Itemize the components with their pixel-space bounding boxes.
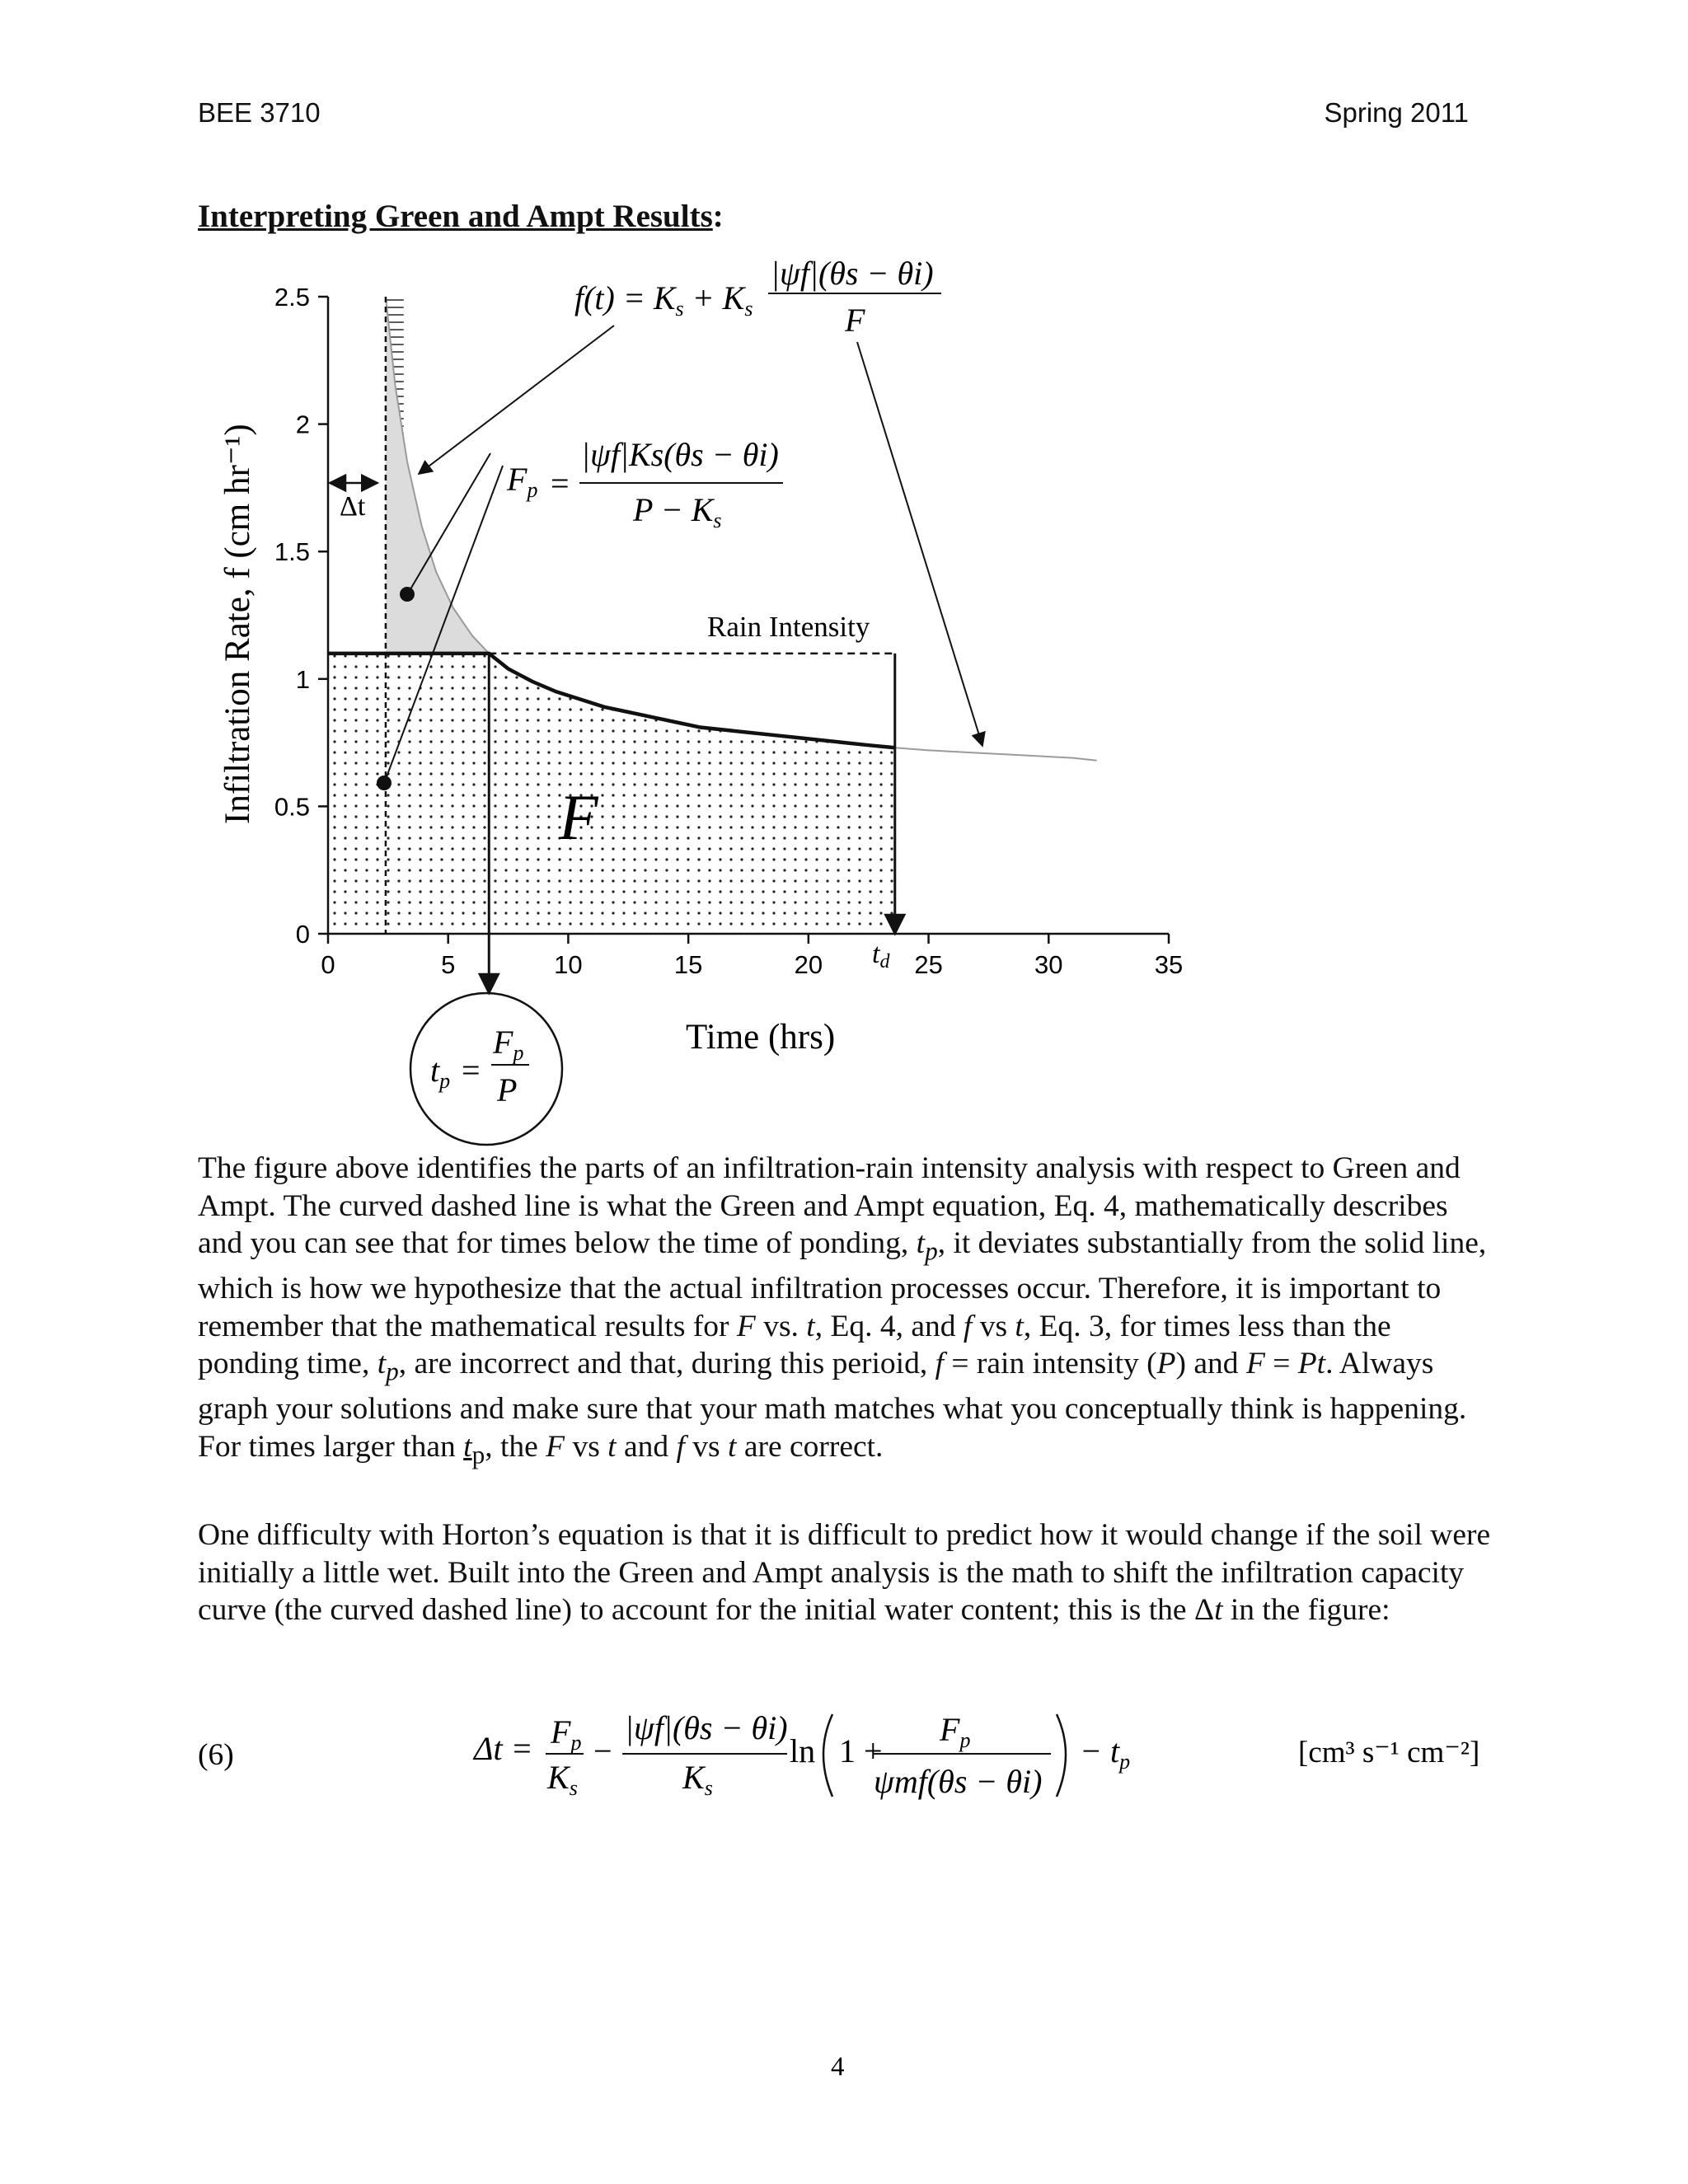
y-tick-label: 2 xyxy=(295,410,310,439)
eq-f-numerator: |ψf|(θs − θi) xyxy=(771,255,934,292)
eq6-minus-tp: − $t_p$ xyxy=(1080,1732,1131,1774)
Fp-pointer-dot-upper xyxy=(400,587,415,602)
x-tick-label: 15 xyxy=(673,950,703,979)
x-tick-label: 35 xyxy=(1154,950,1184,979)
eq-tp-denominator: P xyxy=(497,1071,518,1108)
x-tick-label: 25 xyxy=(914,950,943,979)
term-label: Spring 2011 xyxy=(1324,97,1469,128)
eq6-inner-one: 1 + xyxy=(839,1732,883,1769)
paragraph-2: One difficulty with Horton’s equation is that it is difficult to predict how it would change if the soil were initially a little wet. Built into the Green and Ampt analysis is the math to shift the infiltration capacity curve (the curved dashed line) to account for the initial water content; this is the Δt in the figure: xyxy=(198,1518,1491,1627)
eq6-units: [cm³ s⁻¹ cm⁻²] xyxy=(1298,1736,1480,1769)
eq-f-lhs: $f(t) = K_s + K_s$ xyxy=(574,279,753,321)
equation-6-number: (6) xyxy=(198,1738,234,1772)
eq-f-denominator: F xyxy=(845,302,865,339)
equation-6 xyxy=(0,1681,1688,1846)
eq6-ln: ln xyxy=(790,1732,816,1769)
Fp-pointer-dot-lower xyxy=(377,776,392,790)
y-tick-label: 0.5 xyxy=(274,792,310,822)
eq6-inner-num: $F_p$ xyxy=(940,1711,971,1752)
y-tick-label: 1.5 xyxy=(274,537,310,567)
eq-infiltration-rate xyxy=(574,255,941,339)
td-label: td xyxy=(872,939,890,972)
delta-t-label: Δt xyxy=(340,491,366,522)
eq6-term2-den: $K_s$ xyxy=(682,1759,713,1800)
eq6-inner-den: ψmf(θs − θi) xyxy=(874,1763,1043,1800)
x-tick-label: 0 xyxy=(321,950,335,979)
eq6-term2-num: |ψf|(θs − θi) xyxy=(625,1709,788,1746)
page-number: 4 xyxy=(831,2052,845,2082)
eq-tp-numerator: $F_p$ xyxy=(493,1024,524,1065)
eq6-minus: − xyxy=(593,1732,612,1769)
y-tick-label: 0 xyxy=(295,920,310,949)
x-tick-label: 20 xyxy=(794,950,823,979)
eq-tp-lhs: $t_p$ xyxy=(430,1052,451,1093)
eq-Fp-denominator: $P - K_s$ xyxy=(633,491,722,532)
capacity-curve-tail xyxy=(895,748,1097,760)
eq-ponding-infiltration xyxy=(506,436,783,532)
x-tick-label: 10 xyxy=(554,950,583,979)
eq-f-tail-pointer-arrow xyxy=(857,342,982,746)
section-title-text: Interpreting Green and Ampt Results xyxy=(198,199,713,234)
eq6-lhs: Δt = xyxy=(474,1730,533,1767)
eq-ponding-time xyxy=(410,993,562,1145)
cumulative-infiltration-area xyxy=(328,654,895,934)
x-tick-label: 5 xyxy=(441,950,456,979)
eq-Fp-equals: = xyxy=(551,465,570,502)
eq-tp-equals: = xyxy=(462,1052,481,1089)
x-axis-label: Time (hrs) xyxy=(686,1018,836,1057)
y-tick-label: 1 xyxy=(295,664,310,694)
paragraph-1: The figure above identifies the parts of an infiltration-rain intensity analysis with respect to Green and Ampt. The curved dashed line is what the Green and Ampt equation, Eq. 4, mathematically describes and you can see that for times below the time of ponding, $t_p$, it deviates substantially from the solid line, which is how we hypothesize that the actual infiltration processes occur. Therefore, it is important to remember that the mathematical results for F vs. t, Eq. 4, and f vs t, Eq. 3, for times less than the ponding time, $t_p$, are incorrect and that, during this perioid, f = rain intensity (P) and F = Pt. Always graph your solutions and make sure that your math matches what you conceptually think is happening. For times larger than $t_p$, the F vs t and f vs t are correct. xyxy=(198,1151,1487,1469)
course-code: BEE 3710 xyxy=(198,97,321,128)
eq6-term1-num: $F_p$ xyxy=(551,1713,582,1755)
x-tick-label: 30 xyxy=(1034,950,1063,979)
section-title-colon: : xyxy=(712,199,724,234)
eq-Fp-numerator: |ψf|Ks(θs − θi) xyxy=(581,436,779,473)
F-area-label: F xyxy=(559,781,598,853)
y-axis-label: Infiltration Rate, f (cm hr⁻¹) xyxy=(218,424,257,824)
rain-intensity-label: Rain Intensity xyxy=(707,611,870,643)
y-tick-label: 2.5 xyxy=(274,283,310,312)
eq-Fp-lhs: $F_p$ xyxy=(507,461,538,502)
eq6-term1-den: $K_s$ xyxy=(547,1759,578,1800)
